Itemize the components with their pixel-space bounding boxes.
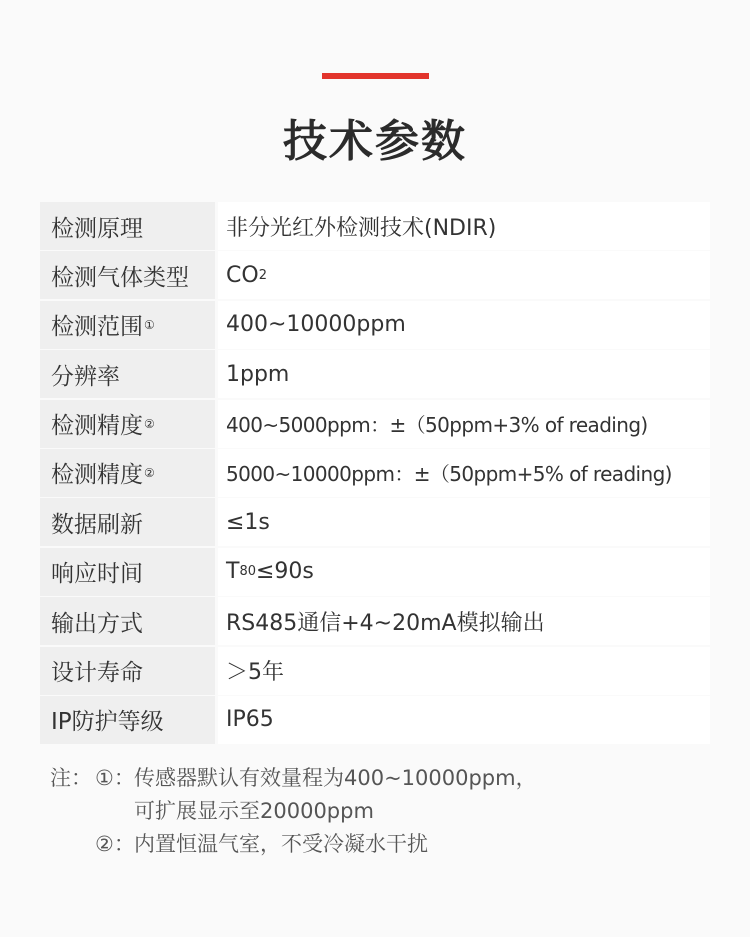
spec-value: ＞5年	[218, 647, 710, 695]
spec-row-refresh	[40, 498, 710, 546]
page-title: 技术参数	[283, 116, 467, 167]
spec-label: 输出方式	[40, 597, 215, 645]
spec-row-output	[40, 597, 710, 645]
spec-row-response	[40, 548, 710, 596]
spec-value: RS485通信+4~20mA模拟输出	[218, 597, 710, 645]
spec-value: 400~10000ppm	[218, 301, 710, 349]
spec-row-ip-rating	[40, 696, 710, 744]
note-2	[50, 828, 537, 861]
footnotes	[50, 762, 537, 861]
note-text: 可扩展显示至20000ppm	[134, 799, 374, 823]
spec-row-principle	[40, 202, 710, 250]
spec-row-accuracy-high	[40, 449, 710, 497]
subscript: 2	[258, 267, 267, 283]
spec-value: 1ppm	[218, 350, 710, 398]
spec-row-gas-type	[40, 251, 710, 299]
spec-label: 响应时间	[40, 548, 215, 596]
title-accent-bar	[322, 73, 429, 79]
spec-row-range	[40, 301, 710, 349]
note-1-continuation	[50, 795, 537, 828]
spec-label: 检测范围 ①	[40, 301, 215, 349]
footnote-mark: ①	[144, 317, 155, 332]
spec-label: 设计寿命	[40, 647, 215, 695]
spec-value: 5000~10000ppm：±（50ppm+5% of reading)	[218, 449, 710, 497]
note-text: 内置恒温气室，不受冷凝水干扰	[134, 832, 428, 856]
note-text: 传感器默认有效量程为400~10000ppm，	[134, 766, 537, 790]
spec-table	[40, 202, 710, 745]
note-1	[50, 762, 537, 795]
spec-value: T 80 ≤90s	[218, 548, 710, 596]
spec-row-resolution	[40, 350, 710, 398]
spec-value: CO 2	[218, 251, 710, 299]
subscript: 80	[239, 564, 256, 580]
spec-label: 检测气体类型	[40, 251, 215, 299]
spec-label: 检测原理	[40, 202, 215, 250]
spec-value: ≤1s	[218, 498, 710, 546]
spec-row-lifetime	[40, 647, 710, 695]
note-prefix: 注：	[50, 766, 92, 790]
note-number: ①：	[95, 766, 135, 790]
spec-label: 检测精度 ②	[40, 400, 215, 448]
footnote-mark: ②	[144, 416, 155, 431]
spec-label: IP防护等级	[40, 696, 215, 744]
spec-value: 400~5000ppm：±（50ppm+3% of reading)	[218, 400, 710, 448]
note-number: ②：	[95, 832, 135, 856]
spec-value: 非分光红外检测技术(NDIR)	[218, 202, 710, 250]
spec-row-accuracy-low	[40, 400, 710, 448]
footnote-mark: ②	[144, 465, 155, 480]
spec-label: 分辨率	[40, 350, 215, 398]
spec-label: 检测精度 ②	[40, 449, 215, 497]
spec-label: 数据刷新	[40, 498, 215, 546]
spec-value: IP65	[218, 696, 710, 744]
